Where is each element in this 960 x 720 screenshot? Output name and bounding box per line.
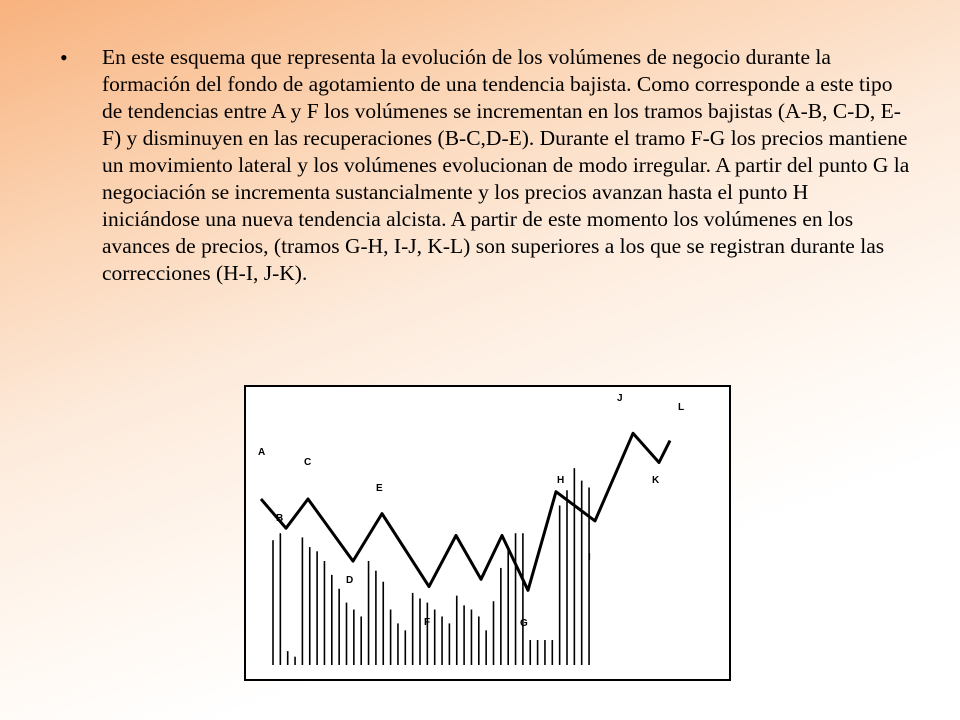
point-label-f: F <box>424 617 431 628</box>
point-label-d: D <box>346 575 354 586</box>
price-trend-line <box>261 433 670 590</box>
slide-text-block <box>60 44 910 287</box>
point-label-e: E <box>376 483 383 494</box>
point-label-i: I <box>588 552 591 563</box>
explanation-paragraph: En este esquema que representa la evolución de los volúmenes de negocio durante la formación del fondo de agotamiento de una tendencia bajista. Como corresponde a este tipo de tendencias entre A y F los volúmenes se incrementan en los tramos bajistas (A-B, C-D, E-F) y disminuyen en las recuperaciones (B-C,D-E). Durante el tramo F-G los precios mantiene un movimiento lateral y los volúmenes evolucionan de modo irregular. A partir del punto G la negociación se incrementa sustancialmente y los precios avanzan hasta el punto H iniciándose una nueva tendencia alcista. A partir de este momento los volúmenes en los avances de precios, (tramos G-H, I-J, K-L) son superiores a los que se registran durante las correcciones (H-I, J-K). <box>102 45 910 285</box>
point-label-j: J <box>617 393 623 404</box>
volume-bars-layer <box>273 468 589 665</box>
bullet-marker: • <box>60 45 68 70</box>
point-label-l: L <box>678 402 685 413</box>
point-label-a: A <box>258 447 266 458</box>
point-labels-layer <box>258 393 684 629</box>
volume-price-diagram <box>244 385 731 681</box>
diagram-canvas <box>246 387 729 679</box>
point-label-b: B <box>276 513 284 524</box>
point-label-k: K <box>652 475 660 486</box>
point-label-h: H <box>557 475 565 486</box>
point-label-c: C <box>304 457 312 468</box>
point-label-g: G <box>520 618 528 629</box>
